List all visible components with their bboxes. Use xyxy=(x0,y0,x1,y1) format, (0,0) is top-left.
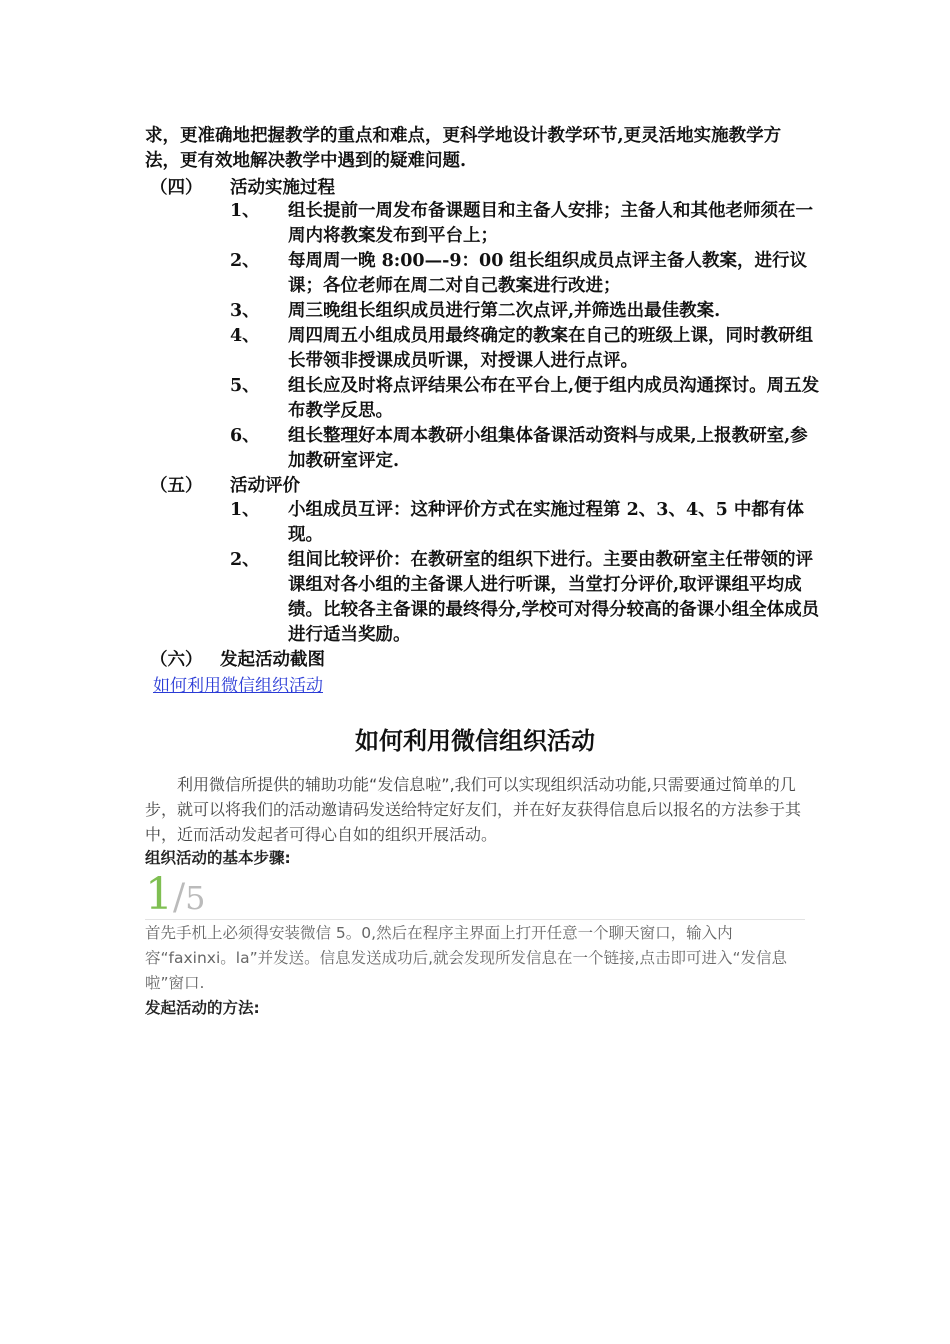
item-text: 组长提前一周发布备课题目和主备人安排；主备人和其他老师须在一周内将教案发布到平台上； xyxy=(288,201,813,246)
item-text: 组长应及时将点评结果公布在平台上,便于组内成员沟通探讨。周五发布教学反思。 xyxy=(288,376,820,421)
item-text: 小组成员互评：这种评价方式在实施过程第 2、3、4、5 中都有体现。 xyxy=(288,500,804,545)
article-title: 如何利用微信组织活动 xyxy=(355,727,595,755)
step-current: 1 xyxy=(145,869,173,920)
item-text: 周四周五小组成员用最终确定的教案在自己的班级上课，同时教研组长带领非授课成员听课，对授课人进行点评。 xyxy=(288,326,813,371)
item-number: 6、 xyxy=(230,426,260,446)
intro-paragraph: 求，更准确地把握教学的重点和难点，更科学地设计教学环节,更灵活地实施教学方法，更有效地解决教学中遇到的疑难问题. xyxy=(145,126,782,171)
section-4-item xyxy=(230,249,820,299)
section-4-item xyxy=(230,424,820,474)
item-number: 1、 xyxy=(230,201,260,221)
method-heading: 发起活动的方法: xyxy=(145,999,260,1017)
step-divider xyxy=(145,919,805,920)
article-link[interactable]: 如何利用微信组织活动 xyxy=(153,676,323,696)
section-6-number: （六） xyxy=(150,650,203,670)
item-text: 周三晚组长组织成员进行第二次点评,并筛选出最佳教案. xyxy=(288,301,721,321)
section-5-heading xyxy=(150,474,300,498)
section-4-item xyxy=(230,199,820,249)
section-6-title: 发起活动截图 xyxy=(220,650,325,670)
section-4-item xyxy=(230,374,820,424)
item-text: 组长整理好本周本教研小组集体备课活动资料与成果,上报教研室,参加教研室评定. xyxy=(288,426,808,471)
item-number: 3、 xyxy=(230,301,260,321)
step-text: 首先手机上必须得安装微信 5。0,然后在程序主界面上打开任意一个聊天窗口，输入内容“faxinxi。la”并发送。信息发送成功后,就会发现所发信息在一个链接,点击即可进入“发信息啦”窗口. xyxy=(145,924,787,992)
section-4-item xyxy=(230,324,820,374)
section-5-title: 活动评价 xyxy=(230,476,300,496)
step-total: 5 xyxy=(185,879,206,917)
article-paragraph: 利用微信所提供的辅助功能“发信息啦”,我们可以实现组织活动功能,只需要通过简单的几步，就可以将我们的活动邀请码发送给特定好友们，并在好友获得信息后以报名的方法参于其中，近而活动发起者可得心自如的组织开展活动。 xyxy=(145,775,802,844)
section-4-title: 活动实施过程 xyxy=(230,178,335,198)
section-5-item xyxy=(230,498,820,548)
step-counter xyxy=(145,870,206,923)
section-5-item xyxy=(230,548,820,648)
step-separator: / xyxy=(173,877,186,918)
section-5-number: （五） xyxy=(150,476,203,496)
item-text: 每周周一晚 8:00—-9：00 组长组织成员点评主备人教案，进行议课；各位老师在周二对自己教案进行改进； xyxy=(288,251,807,296)
item-number: 2、 xyxy=(230,251,260,271)
item-number: 5、 xyxy=(230,376,260,396)
section-6-heading xyxy=(150,648,325,672)
section-4-number: （四） xyxy=(150,178,203,198)
section-4-item xyxy=(230,299,820,324)
section-4-heading xyxy=(150,176,335,200)
item-number: 2、 xyxy=(230,550,260,570)
item-number: 4、 xyxy=(230,326,260,346)
steps-heading: 组织活动的基本步骤: xyxy=(145,849,291,867)
item-text: 组间比较评价：在教研室的组织下进行。主要由教研室主任带领的评课组对各小组的主备课人进行听课，当堂打分评价,取评课组平均成绩。比较各主备课的最终得分,学校可对得分较高的备课小组全体成员进行适当奖励。 xyxy=(288,550,820,645)
item-number: 1、 xyxy=(230,500,260,520)
